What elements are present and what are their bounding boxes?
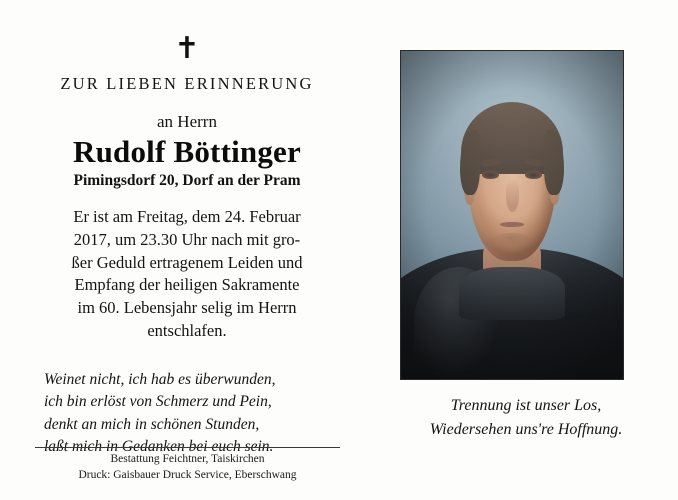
verse-line: Weinet nicht, ich hab es überwunden, bbox=[44, 370, 276, 388]
caption-line: Trennung ist unser Los, bbox=[450, 397, 602, 414]
photo-caption bbox=[384, 394, 668, 442]
cross-icon: ✝ bbox=[174, 32, 200, 65]
death-notice bbox=[42, 206, 332, 343]
verse-line: ich bin erlöst von Schmerz und Pein, bbox=[44, 393, 272, 411]
caption-line: Wiedersehen uns're Hoffnung. bbox=[429, 421, 623, 438]
divider bbox=[35, 447, 340, 448]
printer-credits bbox=[30, 452, 345, 483]
photo-vignette bbox=[401, 51, 623, 379]
portrait-photo bbox=[400, 50, 624, 380]
salutation: an Herrn bbox=[157, 112, 217, 131]
death-notice-line: ßer Geduld ertragenem Leiden und bbox=[71, 252, 303, 272]
death-notice-line: im 60. Lebensjahr selig im Herrn bbox=[77, 298, 297, 318]
memorial-heading: ZUR LIEBEN ERINNERUNG bbox=[60, 74, 314, 93]
verse-line: denkt an mich in schönen Stunden, bbox=[44, 415, 260, 433]
memorial-verse bbox=[30, 369, 340, 459]
deceased-name: Rudolf Böttinger bbox=[73, 134, 301, 169]
death-notice-line: 2017, um 23.30 Uhr nach mit gro- bbox=[73, 229, 301, 249]
credit-line: Druck: Gaisbauer Druck Service, Eberschwang bbox=[78, 468, 297, 481]
death-notice-line: Er ist am Freitag, dem 24. Februar bbox=[73, 207, 301, 226]
photo-column bbox=[374, 0, 678, 500]
verse-line: laßt mich in Gedanken bei euch sein. bbox=[44, 438, 274, 455]
death-notice-line: entschlafen. bbox=[147, 320, 227, 340]
credit-line: Bestattung Feichtner, Taiskirchen bbox=[110, 453, 265, 465]
death-notice-line: Empfang der heiligen Sakramente bbox=[74, 275, 300, 295]
deceased-address: Pimingsdorf 20, Dorf an der Pram bbox=[73, 172, 301, 189]
